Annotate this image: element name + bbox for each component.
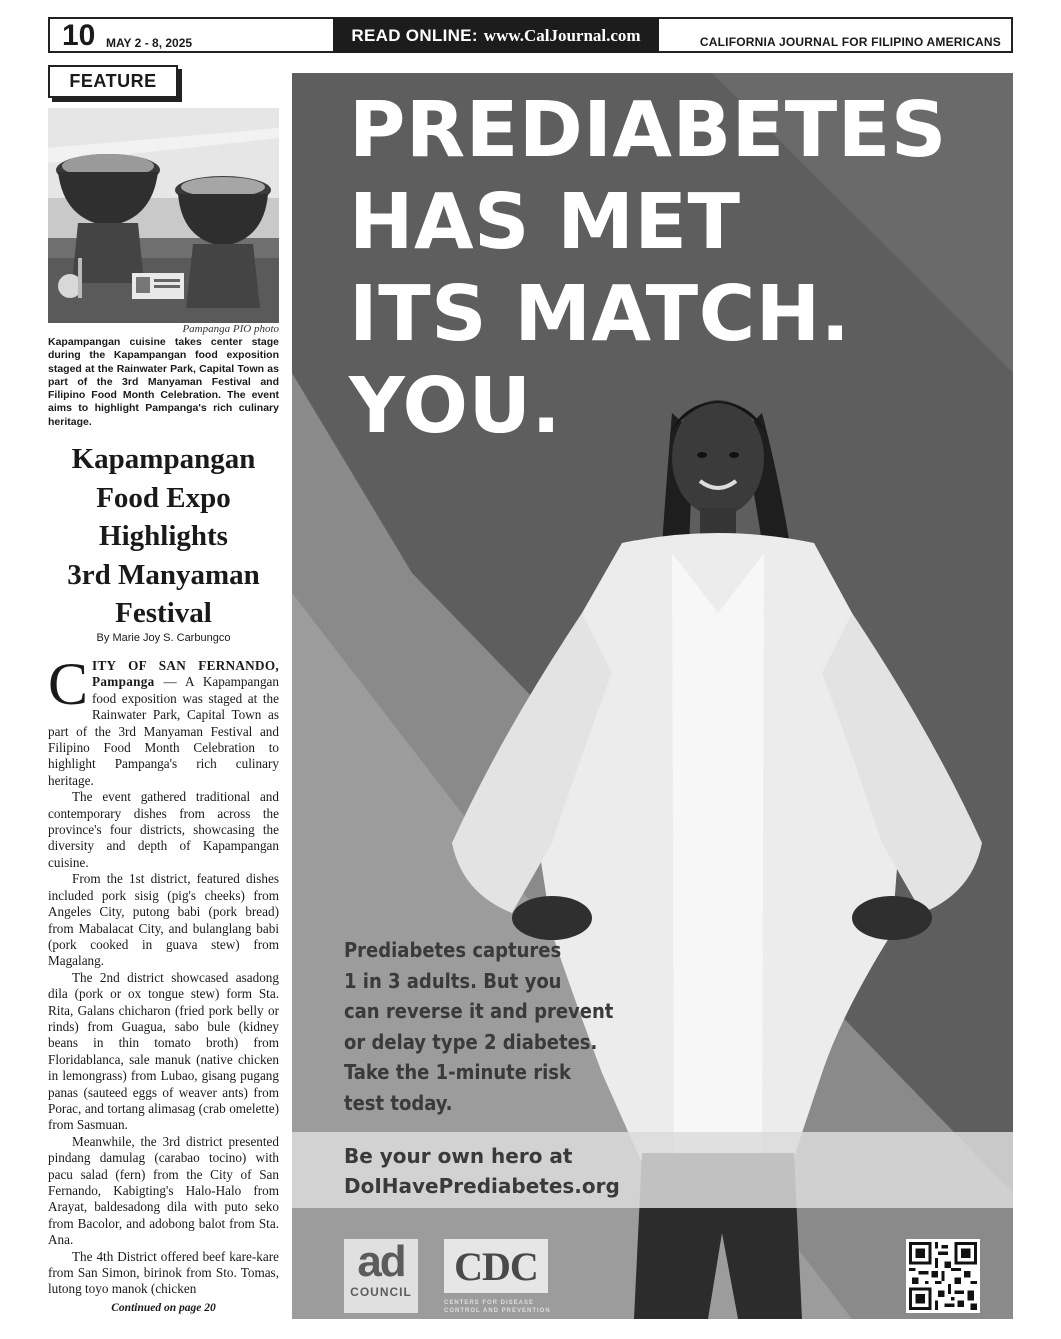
read-online-url[interactable]: www.CalJournal.com	[483, 25, 641, 45]
read-online-label: READ ONLINE:	[351, 25, 478, 45]
prediabetes-advertisement	[292, 73, 1013, 1319]
ad-headline-line: HAS MET	[349, 178, 741, 267]
ad-body-line: 1 in 3 adults. But you	[344, 968, 562, 993]
ad-body-line: Take the 1-minute risk	[344, 1060, 571, 1084]
ad-body-line: or delay type 2 diabetes.	[344, 1029, 598, 1054]
ad-council-logo-mark: ad	[357, 1237, 405, 1286]
photo-caption: Kapampangan cuisine takes center stage during the Kapampangan food exposition staged at the Rainwater Park, Capital Town as part of the 3rd Manyaman Festival and Filipino Food Month Celebration. The event aims to highlight Pampanga's rich culinary heritage.	[48, 336, 279, 428]
continued-notice[interactable]: Continued on page 20	[111, 1302, 216, 1314]
qr-code-pattern	[909, 1242, 977, 1310]
publication-name: CALIFORNIA JOURNAL FOR FILIPINO AMERICANS	[699, 35, 1001, 49]
qr-code-icon[interactable]	[906, 1239, 980, 1313]
article-paragraph: The event gathered traditional and contemporary dishes from across the province's four districts, showcasing the diversity and depth of Kapampangan cuisine.	[48, 789, 279, 870]
headline-line: Food Expo	[96, 481, 231, 514]
cdc-subtitle-line: CENTERS FOR DISEASE	[444, 1300, 535, 1306]
ad-body-line: can reverse it and prevent	[344, 999, 614, 1023]
dateline-caps: ITY OF SAN FERNANDO,	[92, 658, 279, 673]
ad-cta-url[interactable]: DoIHavePrediabetes.org	[344, 1174, 620, 1198]
drop-cap: C	[48, 651, 89, 717]
section-label: FEATURE	[48, 65, 178, 98]
page-number: 10	[62, 19, 96, 52]
article-paragraph: The 4th District offered beef kare-kare from San Simon, birinok from Sto. Tomas, lutong toyo manok (chicken	[48, 1248, 279, 1297]
headline-line: 3rd Manyaman	[67, 558, 260, 591]
cdc-subtitle	[444, 1299, 554, 1315]
cdc-logo-text: CDC	[454, 1243, 538, 1289]
ad-headline-line: ITS MATCH.	[349, 270, 851, 359]
ad-body-copy	[344, 935, 634, 1118]
article-photo	[48, 108, 279, 323]
ad-body-line: test today.	[344, 1090, 453, 1115]
article-paragraph: The 2nd district showcased asadong dila (pork or ox tongue stew) form Sta. Rita, Galans chicharon (fried pork belly or rinds) from Guagua, sabo bule (kidney beans in thin tomato broth) from Floridablanca, sale manuk (native chicken in lemongrass) from Lubao, gisang pugang panas (sauteed eggs of weaver ants) from Porac, and tortang alimasag (crab omelette) from Sasmuan.	[48, 969, 279, 1133]
cdc-logo	[444, 1239, 548, 1293]
headline-line: Festival	[115, 597, 212, 629]
article-body	[48, 651, 279, 1298]
dateline-place: Pampanga	[92, 674, 155, 690]
cdc-subtitle-line: CONTROL AND PREVENTION	[444, 1308, 551, 1314]
ad-body-line: Prediabetes captures	[344, 938, 562, 962]
ad-headline-line: YOU.	[349, 362, 562, 451]
ad-headline-line: PREDIABETES	[349, 86, 947, 175]
issue-date: MAY 2 - 8, 2025	[106, 36, 193, 50]
article-headline	[48, 440, 279, 633]
article-paragraph: Meanwhile, the 3rd district presented pindang damulag (carabao tocino) with pacu salad (fern) from the City of San Fernando, Kabigting's Halo-Halo from Arayat, baldesadong dila with puto seko from Bacolor, and adobong balot from Sta. Ana.	[48, 1133, 279, 1248]
read-online-banner[interactable]	[333, 18, 659, 53]
ad-council-logo-word: COUNCIL	[350, 1285, 412, 1299]
page-header	[48, 17, 1013, 53]
headline-line: Highlights	[99, 520, 228, 552]
ad-council-logo	[344, 1239, 418, 1313]
article-byline: By Marie Joy S. Carbungco	[96, 632, 231, 644]
article-paragraph	[48, 651, 279, 789]
paragraph-text: — A Kapampangan food exposition was staged at the Rainwater Park, Capital Town as part of the 3rd Manyaman Festival and Filipino Food Month Celebration to highlight Pampanga's rich culinary heritage.	[48, 674, 279, 788]
headline-line: Kapampangan	[71, 443, 256, 475]
food-expo-photo-illustration	[48, 108, 279, 323]
ad-cta-line: Be your own hero at	[344, 1144, 573, 1168]
ad-call-to-action[interactable]	[344, 1141, 644, 1201]
photo-credit: Pampanga PIO photo	[182, 323, 279, 335]
article-paragraph: From the 1st district, featured dishes included pork sisig (pig's cheeks) from Angeles City, putong babi (pork bread) from Mabalacat City, and bulanglang babi (pork cooked in guava stew) from Magalang.	[48, 871, 279, 969]
